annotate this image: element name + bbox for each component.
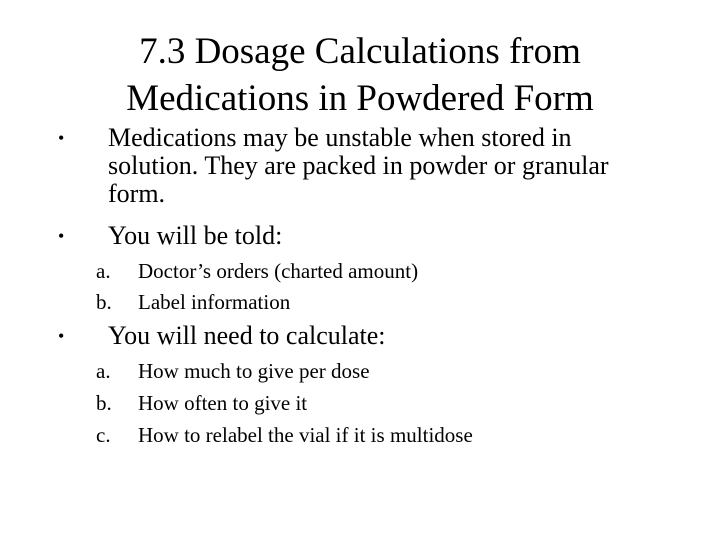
sub-item-calc-b (0, 387, 720, 419)
bullet-text-line: form. (108, 179, 166, 208)
slide-title (60, 28, 660, 122)
sub-item-text: How often to give it (138, 391, 308, 415)
slide-title-line-2: Medications in Powdered Form (126, 78, 594, 119)
sub-item-letter: a. (96, 259, 111, 283)
sub-item-letter: a. (96, 359, 111, 383)
bullet-marker: • (58, 326, 65, 346)
sub-item-text: How to relabel the vial if it is multidose (138, 423, 473, 447)
bullet-marker: • (58, 226, 65, 246)
bullet-text-line: You will be told: (108, 221, 283, 250)
sub-item-text: Doctor’s orders (charted amount) (138, 259, 419, 283)
sub-item-calc-a (0, 355, 720, 387)
sub-item-calc-c (0, 419, 720, 451)
bullet-marker: • (58, 128, 65, 148)
bullet-text-line: solution. They are packed in powder or granular (108, 151, 609, 180)
bullet-text-line: Medications may be unstable when stored in (108, 123, 572, 152)
bullet-text (108, 322, 678, 350)
bullet-text-line: You will need to calculate: (108, 321, 386, 350)
sub-item-letter: c. (96, 423, 111, 447)
sub-item-text: How much to give per dose (138, 359, 370, 383)
sub-item-told-a (0, 255, 720, 287)
sub-item-letter: b. (96, 391, 112, 415)
slide-title-line-1: 7.3 Dosage Calculations from (139, 31, 581, 72)
sub-item-text: Label information (138, 290, 291, 314)
sub-item-letter: b. (96, 290, 112, 314)
sub-item-told-b (0, 286, 720, 318)
bullet-text (108, 124, 678, 208)
bullet-text (108, 222, 678, 250)
